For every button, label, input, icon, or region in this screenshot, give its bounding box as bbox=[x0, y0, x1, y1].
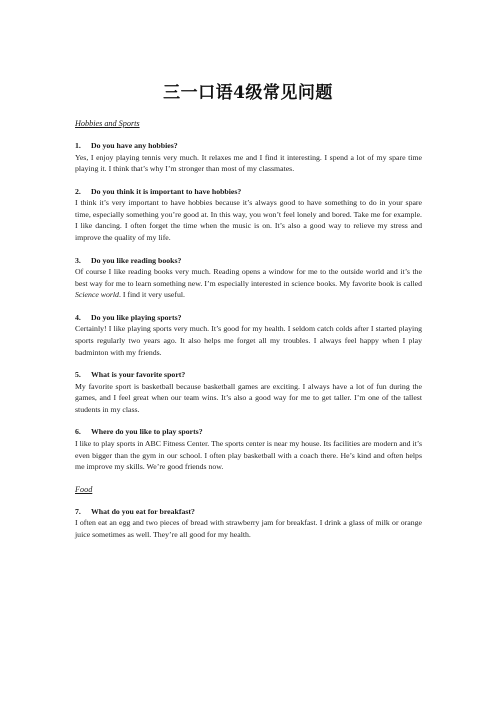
question-text: Do you have any hobbies? bbox=[91, 141, 178, 150]
qa-item bbox=[75, 186, 422, 244]
question-number: 6. bbox=[75, 427, 81, 437]
book-title: Science world bbox=[75, 290, 119, 300]
qa-item bbox=[75, 140, 422, 175]
question-number: 4. bbox=[75, 312, 81, 322]
question-text: Do you like reading books? bbox=[91, 255, 182, 265]
answer-text: I like to play sports in ABC Fitness Center. The sports center is near my house. Its facilities are modern and it’s even bigger than the gym in our school. I often play basketball with a coach there. He’s kind and often helps me improve my skills. We’re good friends now. bbox=[75, 438, 422, 472]
question bbox=[75, 255, 422, 267]
question bbox=[75, 426, 422, 438]
question bbox=[75, 369, 422, 381]
section-heading-hobbies-and-sports: Hobbies and Sports bbox=[75, 119, 140, 128]
question bbox=[75, 140, 422, 152]
answer-text: Certainly! I like playing sports very much. It’s good for my health. I seldom catch colds after I started playing sports regularly two years ago. It also helps me forget all my troubles. I always feel happy when I play badminton with my friends. bbox=[75, 324, 422, 357]
question-text: Do you think it is important to have hobbies? bbox=[91, 186, 242, 196]
qa-item bbox=[75, 506, 422, 541]
question bbox=[75, 312, 422, 324]
qa-item bbox=[75, 255, 422, 301]
question bbox=[75, 506, 422, 518]
document-body bbox=[75, 118, 422, 551]
question-text: Where do you like to play sports? bbox=[91, 427, 203, 437]
answer-text: I often eat an egg and two pieces of bread with strawberry jam for breakfast. I drink a glass of milk or orange juice sometimes as well. They’re all good for my health. bbox=[75, 518, 422, 539]
question-text: What do you eat for breakfast? bbox=[91, 506, 195, 516]
question-number: 2. bbox=[75, 186, 81, 196]
question-text: What is your favorite sport? bbox=[91, 370, 186, 380]
question bbox=[75, 186, 422, 198]
answer-text-part: . I find it very useful. bbox=[118, 290, 185, 300]
document-title: 三一口语4级常见问题 bbox=[163, 83, 333, 103]
question-number: 3. bbox=[75, 255, 81, 265]
question-number: 7. bbox=[75, 506, 81, 516]
qa-item bbox=[75, 426, 422, 472]
answer-text: I think it’s very important to have hobbies because it’s always good to have something to do in your spare time, especially something you’re good at. In this way, you won’t feel lonely and bored. Take me for example. I like dancing. I often forget the time when the music is on. It’s also a good way to relieve my stress and improve the quality of my life. bbox=[75, 198, 422, 242]
answer-text-part: Of course I like reading books very much. Reading opens a window for me to the outside world and it’s the best way for me to learn something new. I’m especially interested in science books. My favorite book is called bbox=[75, 267, 422, 288]
answer-text: My favorite sport is basketball because basketball games are exciting. I always have a lot of fun during the games, and I feel great when our team wins. It’s also a good way for me to get taller. I’m one of the tallest students in my class. bbox=[75, 381, 422, 414]
qa-item bbox=[75, 312, 422, 358]
question-text: Do you like playing sports? bbox=[91, 312, 182, 322]
question-number: 1. bbox=[75, 141, 81, 150]
answer-text: Yes, I enjoy playing tennis very much. It relaxes me and I find it interesting. I spend a lot of my spare time playing it. I think that’s why I’m stronger than most of my classmates. bbox=[75, 152, 422, 174]
section-heading-food: Food bbox=[75, 484, 93, 494]
question-number: 5. bbox=[75, 370, 81, 380]
answer-text bbox=[75, 266, 422, 301]
qa-item bbox=[75, 369, 422, 415]
